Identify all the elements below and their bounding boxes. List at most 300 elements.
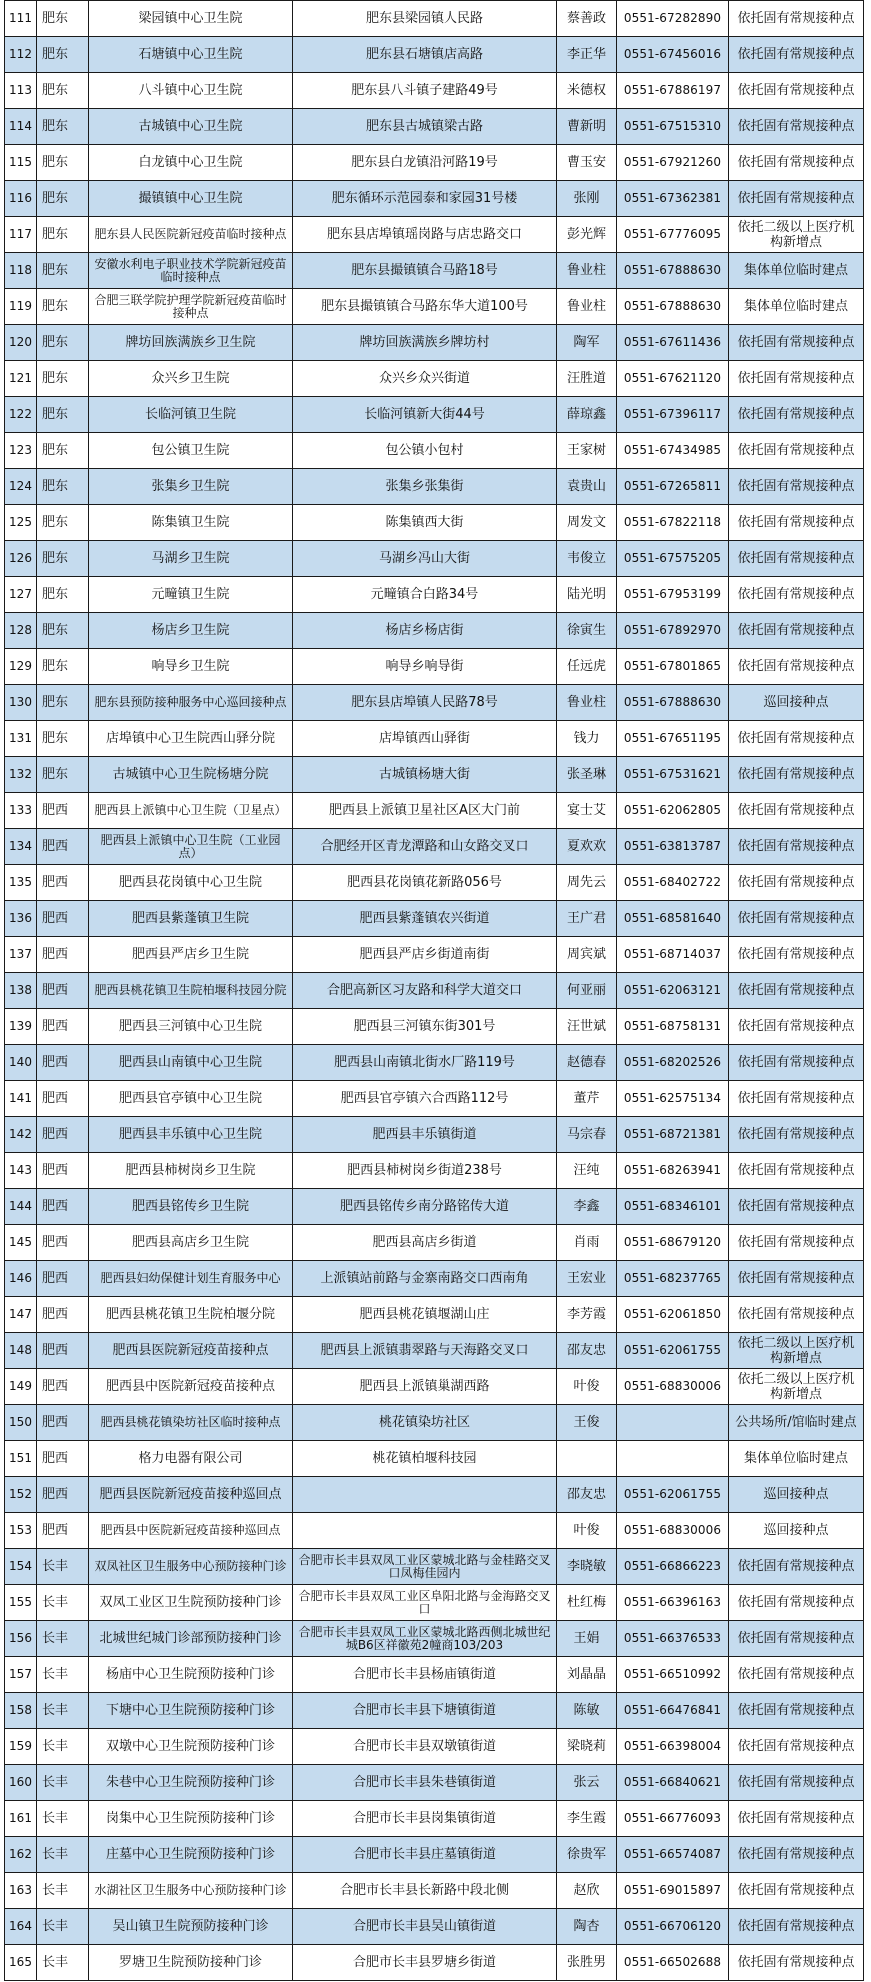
table-row xyxy=(5,505,864,541)
site-type-cell: 依托固有常规接种点 xyxy=(729,1621,864,1657)
district-cell: 肥西 xyxy=(37,1081,89,1117)
contact-cell: 陆光明 xyxy=(557,577,617,613)
row-number: 160 xyxy=(5,1765,37,1801)
site-name-cell: 水湖社区卫生服务中心预防接种门诊 xyxy=(89,1873,293,1909)
table-row xyxy=(5,397,864,433)
district-cell: 肥东 xyxy=(37,721,89,757)
address-cell: 包公镇小包村 xyxy=(293,433,557,469)
row-number: 118 xyxy=(5,253,37,289)
table-row xyxy=(5,1765,864,1801)
table-row xyxy=(5,613,864,649)
address-cell: 桃花镇染坊社区 xyxy=(293,1405,557,1441)
address-cell: 肥东县梁园镇人民路 xyxy=(293,1,557,37)
site-type-cell: 依托固有常规接种点 xyxy=(729,1909,864,1945)
phone-cell: 0551-66510992 xyxy=(617,1657,729,1693)
row-number: 131 xyxy=(5,721,37,757)
row-number: 158 xyxy=(5,1693,37,1729)
district-cell: 肥东 xyxy=(37,289,89,325)
contact-cell: 赵德春 xyxy=(557,1045,617,1081)
contact-cell: 陶杏 xyxy=(557,1909,617,1945)
row-number: 165 xyxy=(5,1945,37,1981)
district-cell: 肥东 xyxy=(37,109,89,145)
contact-cell: 韦俊立 xyxy=(557,541,617,577)
table-row xyxy=(5,1477,864,1513)
site-name-cell: 肥西县丰乐镇中心卫生院 xyxy=(89,1117,293,1153)
site-type-cell: 依托固有常规接种点 xyxy=(729,73,864,109)
table-row xyxy=(5,577,864,613)
phone-cell: 0551-66476841 xyxy=(617,1693,729,1729)
district-cell: 肥东 xyxy=(37,577,89,613)
site-name-cell: 肥东县预防接种服务中心巡回接种点 xyxy=(89,685,293,721)
row-number: 122 xyxy=(5,397,37,433)
address-cell: 合肥市长丰县吴山镇街道 xyxy=(293,1909,557,1945)
phone-cell: 0551-67921260 xyxy=(617,145,729,181)
site-type-cell: 依托固有常规接种点 xyxy=(729,1081,864,1117)
site-name-cell: 包公镇卫生院 xyxy=(89,433,293,469)
row-number: 134 xyxy=(5,829,37,865)
address-cell: 合肥市长丰县岗集镇街道 xyxy=(293,1801,557,1837)
site-name-cell: 肥西县严店乡卫生院 xyxy=(89,937,293,973)
district-cell: 肥东 xyxy=(37,361,89,397)
address-cell xyxy=(293,1513,557,1549)
phone-cell: 0551-68581640 xyxy=(617,901,729,937)
site-name-cell: 肥西县中医院新冠疫苗接种点 xyxy=(89,1369,293,1405)
site-name-cell: 罗塘卫生院预防接种门诊 xyxy=(89,1945,293,1981)
phone-cell: 0551-62061755 xyxy=(617,1333,729,1369)
district-cell: 肥西 xyxy=(37,1261,89,1297)
phone-cell: 0551-67822118 xyxy=(617,505,729,541)
row-number: 135 xyxy=(5,865,37,901)
site-name-cell: 撮镇镇中心卫生院 xyxy=(89,181,293,217)
row-number: 121 xyxy=(5,361,37,397)
contact-cell: 张云 xyxy=(557,1765,617,1801)
contact-cell: 邵友忠 xyxy=(557,1333,617,1369)
address-cell: 肥西县花岗镇花新路056号 xyxy=(293,865,557,901)
row-number: 150 xyxy=(5,1405,37,1441)
site-name-cell: 肥西县桃花镇卫生院柏堰分院 xyxy=(89,1297,293,1333)
site-name-cell: 白龙镇中心卫生院 xyxy=(89,145,293,181)
site-type-cell: 依托二级以上医疗机构新增点 xyxy=(729,217,864,253)
table-row xyxy=(5,541,864,577)
district-cell: 肥东 xyxy=(37,397,89,433)
district-cell: 肥西 xyxy=(37,1405,89,1441)
table-row xyxy=(5,1729,864,1765)
address-cell: 长临河镇新大街44号 xyxy=(293,397,557,433)
table-row xyxy=(5,181,864,217)
site-type-cell: 集体单位临时建点 xyxy=(729,289,864,325)
phone-cell: 0551-62061850 xyxy=(617,1297,729,1333)
phone-cell: 0551-66502688 xyxy=(617,1945,729,1981)
site-name-cell: 朱巷中心卫生院预防接种门诊 xyxy=(89,1765,293,1801)
address-cell: 合肥市长丰县双凤工业区蒙城北路西侧北城世纪城B6区祥徽苑2幢商103/203 xyxy=(293,1621,557,1657)
table-row xyxy=(5,1657,864,1693)
site-type-cell: 依托固有常规接种点 xyxy=(729,1153,864,1189)
row-number: 130 xyxy=(5,685,37,721)
row-number: 115 xyxy=(5,145,37,181)
district-cell: 长丰 xyxy=(37,1549,89,1585)
address-cell: 肥东县白龙镇沿河路19号 xyxy=(293,145,557,181)
phone-cell: 0551-68721381 xyxy=(617,1117,729,1153)
district-cell: 肥西 xyxy=(37,1441,89,1477)
phone-cell: 0551-67396117 xyxy=(617,397,729,433)
address-cell: 肥西县上派镇翡翠路与天海路交叉口 xyxy=(293,1333,557,1369)
table-row xyxy=(5,469,864,505)
table-row xyxy=(5,1801,864,1837)
row-number: 128 xyxy=(5,613,37,649)
district-cell: 肥西 xyxy=(37,1153,89,1189)
address-cell: 合肥市长丰县长新路中段北侧 xyxy=(293,1873,557,1909)
site-type-cell: 依托固有常规接种点 xyxy=(729,793,864,829)
site-type-cell: 依托固有常规接种点 xyxy=(729,1657,864,1693)
site-type-cell: 依托固有常规接种点 xyxy=(729,1549,864,1585)
table-row xyxy=(5,1333,864,1369)
table-row xyxy=(5,1585,864,1621)
phone-cell: 0551-68346101 xyxy=(617,1189,729,1225)
contact-cell: 曹新明 xyxy=(557,109,617,145)
table-row xyxy=(5,73,864,109)
site-name-cell: 肥西县医院新冠疫苗接种点 xyxy=(89,1333,293,1369)
row-number: 145 xyxy=(5,1225,37,1261)
district-cell: 肥西 xyxy=(37,865,89,901)
row-number: 123 xyxy=(5,433,37,469)
address-cell: 肥西县铭传乡南分路铭传大道 xyxy=(293,1189,557,1225)
table-row xyxy=(5,289,864,325)
site-type-cell: 依托固有常规接种点 xyxy=(729,937,864,973)
site-type-cell: 依托固有常规接种点 xyxy=(729,1189,864,1225)
site-type-cell: 依托二级以上医疗机构新增点 xyxy=(729,1369,864,1405)
row-number: 129 xyxy=(5,649,37,685)
district-cell: 肥西 xyxy=(37,901,89,937)
site-name-cell: 肥西县三河镇中心卫生院 xyxy=(89,1009,293,1045)
district-cell: 肥西 xyxy=(37,1009,89,1045)
site-name-cell: 肥西县铭传乡卫生院 xyxy=(89,1189,293,1225)
contact-cell: 梁晓莉 xyxy=(557,1729,617,1765)
phone-cell: 0551-66398004 xyxy=(617,1729,729,1765)
district-cell: 长丰 xyxy=(37,1693,89,1729)
table-row xyxy=(5,361,864,397)
contact-cell: 鲁业柱 xyxy=(557,253,617,289)
phone-cell: 0551-68714037 xyxy=(617,937,729,973)
table-row xyxy=(5,1441,864,1477)
phone-cell: 0551-68830006 xyxy=(617,1513,729,1549)
district-cell: 肥西 xyxy=(37,1045,89,1081)
district-cell: 长丰 xyxy=(37,1873,89,1909)
row-number: 124 xyxy=(5,469,37,505)
district-cell: 长丰 xyxy=(37,1945,89,1981)
phone-cell: 0551-68758131 xyxy=(617,1009,729,1045)
table-row xyxy=(5,1297,864,1333)
phone-cell: 0551-67953199 xyxy=(617,577,729,613)
district-cell: 肥东 xyxy=(37,217,89,253)
row-number: 164 xyxy=(5,1909,37,1945)
table-row xyxy=(5,685,864,721)
site-type-cell: 依托固有常规接种点 xyxy=(729,1729,864,1765)
phone-cell xyxy=(617,1441,729,1477)
site-name-cell: 马湖乡卫生院 xyxy=(89,541,293,577)
row-number: 112 xyxy=(5,37,37,73)
site-name-cell: 石塘镇中心卫生院 xyxy=(89,37,293,73)
row-number: 147 xyxy=(5,1297,37,1333)
site-type-cell: 依托固有常规接种点 xyxy=(729,649,864,685)
district-cell: 肥西 xyxy=(37,1189,89,1225)
phone-cell: 0551-68402722 xyxy=(617,865,729,901)
contact-cell: 袁贵山 xyxy=(557,469,617,505)
address-cell: 合肥市长丰县双墩镇街道 xyxy=(293,1729,557,1765)
phone-cell: 0551-67888630 xyxy=(617,685,729,721)
site-name-cell: 店埠镇中心卫生院西山驿分院 xyxy=(89,721,293,757)
table-row xyxy=(5,109,864,145)
row-number: 125 xyxy=(5,505,37,541)
address-cell: 肥东县古城镇梁古路 xyxy=(293,109,557,145)
phone-cell: 0551-66776093 xyxy=(617,1801,729,1837)
site-name-cell: 肥西县医院新冠疫苗接种巡回点 xyxy=(89,1477,293,1513)
row-number: 156 xyxy=(5,1621,37,1657)
row-number: 137 xyxy=(5,937,37,973)
site-type-cell: 巡回接种点 xyxy=(729,1477,864,1513)
site-name-cell: 岗集中心卫生院预防接种门诊 xyxy=(89,1801,293,1837)
table-row xyxy=(5,37,864,73)
contact-cell: 赵欣 xyxy=(557,1873,617,1909)
contact-cell: 叶俊 xyxy=(557,1513,617,1549)
district-cell: 肥西 xyxy=(37,1225,89,1261)
contact-cell: 徐贵军 xyxy=(557,1837,617,1873)
district-cell: 肥东 xyxy=(37,433,89,469)
contact-cell: 薛琼鑫 xyxy=(557,397,617,433)
table-row xyxy=(5,1081,864,1117)
site-name-cell: 八斗镇中心卫生院 xyxy=(89,73,293,109)
contact-cell: 夏欢欢 xyxy=(557,829,617,865)
contact-cell: 汪胜道 xyxy=(557,361,617,397)
district-cell: 肥东 xyxy=(37,541,89,577)
row-number: 159 xyxy=(5,1729,37,1765)
site-name-cell: 安徽水利电子职业技术学院新冠疫苗临时接种点 xyxy=(89,253,293,289)
site-type-cell: 依托固有常规接种点 xyxy=(729,1,864,37)
address-cell: 桃花镇柏堰科技园 xyxy=(293,1441,557,1477)
site-name-cell: 吴山镇卫生院预防接种门诊 xyxy=(89,1909,293,1945)
district-cell: 长丰 xyxy=(37,1801,89,1837)
site-type-cell: 依托固有常规接种点 xyxy=(729,1045,864,1081)
district-cell: 长丰 xyxy=(37,1621,89,1657)
contact-cell: 王娟 xyxy=(557,1621,617,1657)
row-number: 152 xyxy=(5,1477,37,1513)
address-cell: 响导乡响导街 xyxy=(293,649,557,685)
table-row xyxy=(5,1009,864,1045)
contact-cell: 周发文 xyxy=(557,505,617,541)
contact-cell: 杜红梅 xyxy=(557,1585,617,1621)
phone-cell: 0551-63813787 xyxy=(617,829,729,865)
table-row xyxy=(5,1153,864,1189)
table-row xyxy=(5,649,864,685)
phone-cell: 0551-69015897 xyxy=(617,1873,729,1909)
address-cell: 马湖乡冯山大街 xyxy=(293,541,557,577)
phone-cell: 0551-68237765 xyxy=(617,1261,729,1297)
site-type-cell: 依托固有常规接种点 xyxy=(729,505,864,541)
site-type-cell: 依托固有常规接种点 xyxy=(729,577,864,613)
address-cell: 合肥市长丰县下塘镇街道 xyxy=(293,1693,557,1729)
table-row xyxy=(5,1405,864,1441)
site-type-cell: 巡回接种点 xyxy=(729,1513,864,1549)
contact-cell: 何亚丽 xyxy=(557,973,617,1009)
site-type-cell: 依托固有常规接种点 xyxy=(729,721,864,757)
table-row xyxy=(5,757,864,793)
site-name-cell: 肥西县高店乡卫生院 xyxy=(89,1225,293,1261)
row-number: 148 xyxy=(5,1333,37,1369)
site-type-cell: 依托固有常规接种点 xyxy=(729,1297,864,1333)
district-cell: 肥东 xyxy=(37,757,89,793)
site-name-cell: 双凤工业区卫生院预防接种门诊 xyxy=(89,1585,293,1621)
contact-cell: 刘晶晶 xyxy=(557,1657,617,1693)
phone-cell: 0551-66866223 xyxy=(617,1549,729,1585)
address-cell: 肥东县店埠镇瑶岗路与店忠路交口 xyxy=(293,217,557,253)
site-type-cell: 依托固有常规接种点 xyxy=(729,1117,864,1153)
site-name-cell: 肥西县紫蓬镇卫生院 xyxy=(89,901,293,937)
row-number: 142 xyxy=(5,1117,37,1153)
vaccination-sites-table xyxy=(4,0,864,1981)
site-name-cell: 陈集镇卫生院 xyxy=(89,505,293,541)
phone-cell: 0551-68263941 xyxy=(617,1153,729,1189)
table-row xyxy=(5,1261,864,1297)
address-cell: 肥东县八斗镇子建路49号 xyxy=(293,73,557,109)
contact-cell: 王广君 xyxy=(557,901,617,937)
table-row xyxy=(5,937,864,973)
row-number: 136 xyxy=(5,901,37,937)
row-number: 149 xyxy=(5,1369,37,1405)
site-name-cell: 长临河镇卫生院 xyxy=(89,397,293,433)
phone-cell: 0551-66840621 xyxy=(617,1765,729,1801)
address-cell: 肥东县撮镇镇合马路18号 xyxy=(293,253,557,289)
phone-cell: 0551-67886197 xyxy=(617,73,729,109)
district-cell: 长丰 xyxy=(37,1909,89,1945)
district-cell: 肥东 xyxy=(37,685,89,721)
row-number: 113 xyxy=(5,73,37,109)
row-number: 138 xyxy=(5,973,37,1009)
site-name-cell: 肥东县人民医院新冠疫苗临时接种点 xyxy=(89,217,293,253)
contact-cell: 马宗春 xyxy=(557,1117,617,1153)
address-cell: 合肥市长丰县朱巷镇街道 xyxy=(293,1765,557,1801)
table-row xyxy=(5,865,864,901)
contact-cell: 彭光辉 xyxy=(557,217,617,253)
site-name-cell: 元疃镇卫生院 xyxy=(89,577,293,613)
row-number: 155 xyxy=(5,1585,37,1621)
district-cell: 长丰 xyxy=(37,1657,89,1693)
table-row xyxy=(5,1909,864,1945)
site-name-cell: 肥西县妇幼保健计划生育服务中心 xyxy=(89,1261,293,1297)
table-row xyxy=(5,901,864,937)
address-cell: 陈集镇西大街 xyxy=(293,505,557,541)
district-cell: 长丰 xyxy=(37,1585,89,1621)
table-row xyxy=(5,1369,864,1405)
phone-cell: 0551-62575134 xyxy=(617,1081,729,1117)
site-type-cell: 依托固有常规接种点 xyxy=(729,757,864,793)
table-row xyxy=(5,973,864,1009)
district-cell: 肥东 xyxy=(37,145,89,181)
table-row xyxy=(5,217,864,253)
contact-cell: 任远虎 xyxy=(557,649,617,685)
district-cell: 长丰 xyxy=(37,1837,89,1873)
address-cell: 上派镇站前路与金寨南路交口西南角 xyxy=(293,1261,557,1297)
contact-cell: 周先云 xyxy=(557,865,617,901)
phone-cell: 0551-67515310 xyxy=(617,109,729,145)
district-cell: 肥东 xyxy=(37,325,89,361)
address-cell xyxy=(293,1477,557,1513)
address-cell: 肥西县桃花镇堰湖山庄 xyxy=(293,1297,557,1333)
row-number: 140 xyxy=(5,1045,37,1081)
contact-cell: 徐寅生 xyxy=(557,613,617,649)
address-cell: 合肥市长丰县罗塘乡街道 xyxy=(293,1945,557,1981)
site-name-cell: 肥西县柿树岗乡卫生院 xyxy=(89,1153,293,1189)
contact-cell: 肖雨 xyxy=(557,1225,617,1261)
address-cell: 肥东县店埠镇人民路78号 xyxy=(293,685,557,721)
phone-cell: 0551-66706120 xyxy=(617,1909,729,1945)
site-type-cell: 依托固有常规接种点 xyxy=(729,181,864,217)
table-row xyxy=(5,721,864,757)
site-name-cell: 古城镇中心卫生院杨塘分院 xyxy=(89,757,293,793)
address-cell: 众兴乡众兴街道 xyxy=(293,361,557,397)
table-row xyxy=(5,1045,864,1081)
contact-cell: 王宏业 xyxy=(557,1261,617,1297)
address-cell: 肥西县紫蓬镇农兴街道 xyxy=(293,901,557,937)
site-type-cell: 依托固有常规接种点 xyxy=(729,1837,864,1873)
contact-cell: 鲁业柱 xyxy=(557,685,617,721)
contact-cell: 李正华 xyxy=(557,37,617,73)
phone-cell: 0551-67434985 xyxy=(617,433,729,469)
site-type-cell: 依托固有常规接种点 xyxy=(729,1261,864,1297)
address-cell: 肥西县柿树岗乡街道238号 xyxy=(293,1153,557,1189)
address-cell: 肥西县山南镇北街水厂路119号 xyxy=(293,1045,557,1081)
district-cell: 肥西 xyxy=(37,937,89,973)
site-name-cell: 古城镇中心卫生院 xyxy=(89,109,293,145)
site-type-cell: 依托固有常规接种点 xyxy=(729,829,864,865)
row-number: 119 xyxy=(5,289,37,325)
district-cell: 肥东 xyxy=(37,469,89,505)
site-name-cell: 响导乡卫生院 xyxy=(89,649,293,685)
table-row xyxy=(5,1513,864,1549)
table-row xyxy=(5,1117,864,1153)
phone-cell: 0551-67892970 xyxy=(617,613,729,649)
address-cell: 店埠镇西山驿街 xyxy=(293,721,557,757)
site-type-cell: 依托固有常规接种点 xyxy=(729,613,864,649)
contact-cell: 张刚 xyxy=(557,181,617,217)
phone-cell: 0551-66376533 xyxy=(617,1621,729,1657)
site-name-cell: 梁园镇中心卫生院 xyxy=(89,1,293,37)
phone-cell: 0551-67621120 xyxy=(617,361,729,397)
site-name-cell: 肥西县山南镇中心卫生院 xyxy=(89,1045,293,1081)
site-name-cell: 双凤社区卫生服务中心预防接种门诊 xyxy=(89,1549,293,1585)
site-name-cell: 合肥三联学院护理学院新冠疫苗临时接种点 xyxy=(89,289,293,325)
phone-cell: 0551-68202526 xyxy=(617,1045,729,1081)
address-cell: 肥西县官亭镇六合西路112号 xyxy=(293,1081,557,1117)
contact-cell: 邵友忠 xyxy=(557,1477,617,1513)
table-row xyxy=(5,829,864,865)
site-type-cell: 公共场所/馆临时建点 xyxy=(729,1405,864,1441)
district-cell: 肥东 xyxy=(37,505,89,541)
district-cell: 肥西 xyxy=(37,1333,89,1369)
address-cell: 肥东县撮镇镇合马路东华大道100号 xyxy=(293,289,557,325)
contact-cell: 王俊 xyxy=(557,1405,617,1441)
row-number: 116 xyxy=(5,181,37,217)
site-name-cell: 下塘中心卫生院预防接种门诊 xyxy=(89,1693,293,1729)
table-row xyxy=(5,1873,864,1909)
contact-cell: 蔡善政 xyxy=(557,1,617,37)
site-type-cell: 依托固有常规接种点 xyxy=(729,109,864,145)
site-name-cell: 肥西县桃花镇卫生院柏堰科技园分院 xyxy=(89,973,293,1009)
site-type-cell: 依托固有常规接种点 xyxy=(729,469,864,505)
site-type-cell: 依托固有常规接种点 xyxy=(729,1009,864,1045)
district-cell: 肥西 xyxy=(37,1369,89,1405)
site-name-cell: 杨庙中心卫生院预防接种门诊 xyxy=(89,1657,293,1693)
address-cell: 肥西县高店乡街道 xyxy=(293,1225,557,1261)
contact-cell: 曹玉安 xyxy=(557,145,617,181)
